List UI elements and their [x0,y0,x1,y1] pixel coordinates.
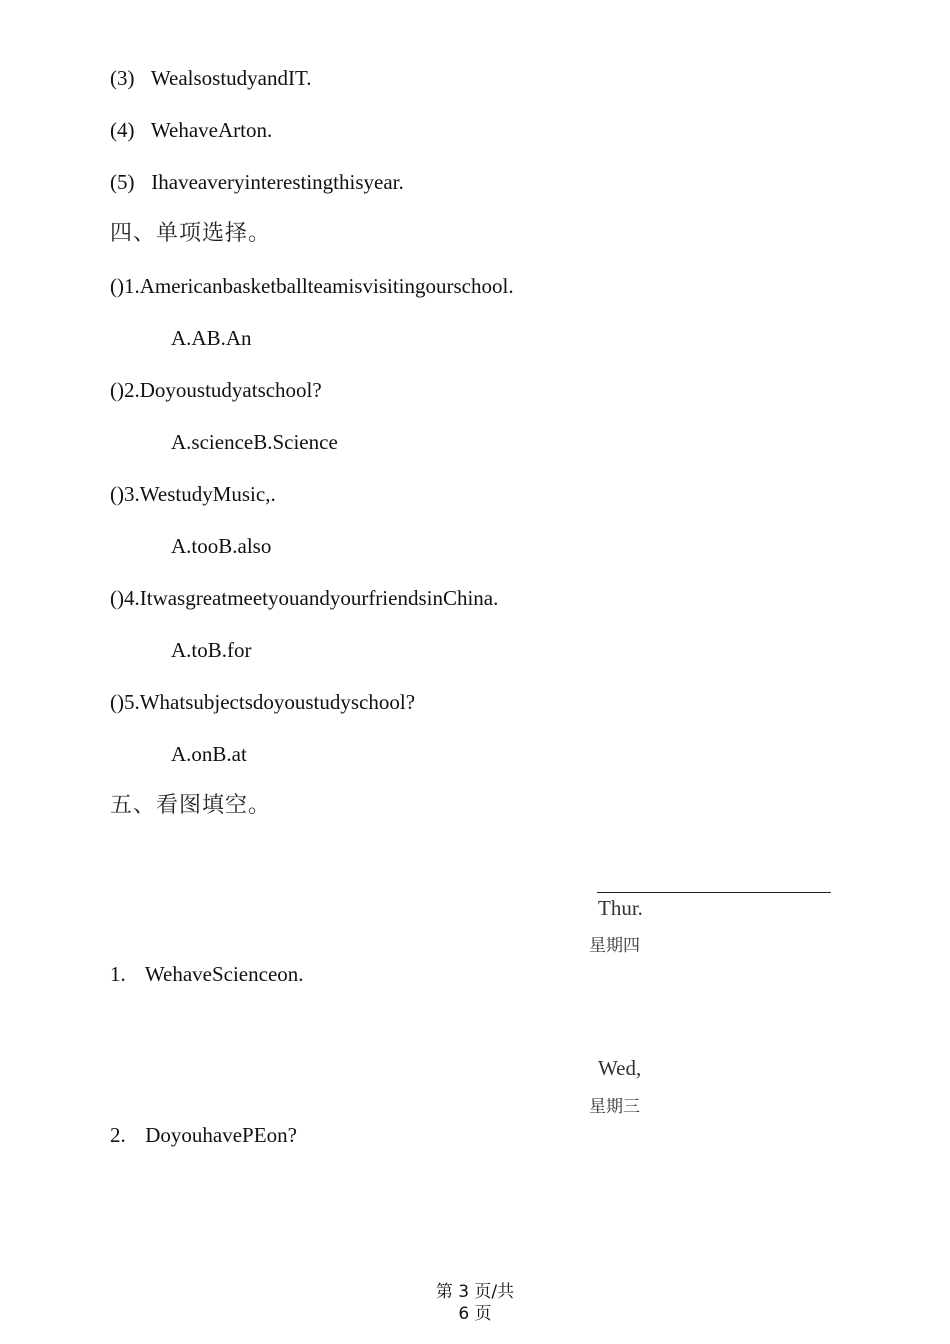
item-number: 1. [110,962,126,986]
fill-item [110,117,272,143]
question: ()1.Americanbasketballteamisvisitingourschool. [110,274,514,298]
item-text: DoyouhavePEon? [145,1123,297,1147]
fill-item [110,962,304,987]
fill-item [110,169,404,195]
item-text: WehaveScienceon. [144,962,304,986]
item-number: (3) [110,66,135,90]
picture-day-zh: 星期四 [589,936,640,956]
question-options: A.toB.for [171,638,252,662]
question-options: A.scienceB.Science [171,430,338,454]
page-number-line2: 6 页 [458,1304,492,1324]
question-options: A.onB.at [171,742,247,766]
picture-top-rule [597,892,831,893]
item-number: 2. [110,1123,126,1147]
picture-day-en: Thur. [598,896,643,920]
question-options: A.AB.An [171,326,252,350]
item-text: WehaveArton. [150,118,273,142]
page-number-line1: 第 3 页/共 [435,1282,515,1302]
fill-item [110,65,312,91]
item-number: (5) [110,170,135,194]
question-options: A.tooB.also [171,534,272,558]
item-text: WealsostudyandIT. [150,66,312,90]
page-footer [0,1281,950,1325]
question: ()5.Whatsubjectsdoyoustudyschool? [110,690,416,714]
item-number: (4) [110,118,135,142]
question: ()4.ItwasgreatmeetyouandyourfriendsinChina. [110,586,499,610]
section-heading: 五、看图填空。 [110,793,272,818]
section-heading: 四、单项选择。 [110,221,272,246]
fill-item [110,1123,297,1148]
item-text: Ihaveaveryinterestingthisyear. [151,170,404,194]
question: ()3.WestudyMusic,. [110,482,276,506]
question: ()2.Doyoustudyatschool? [110,378,322,402]
picture-day-zh: 星期三 [589,1097,640,1117]
picture-day-en: Wed, [598,1056,642,1080]
